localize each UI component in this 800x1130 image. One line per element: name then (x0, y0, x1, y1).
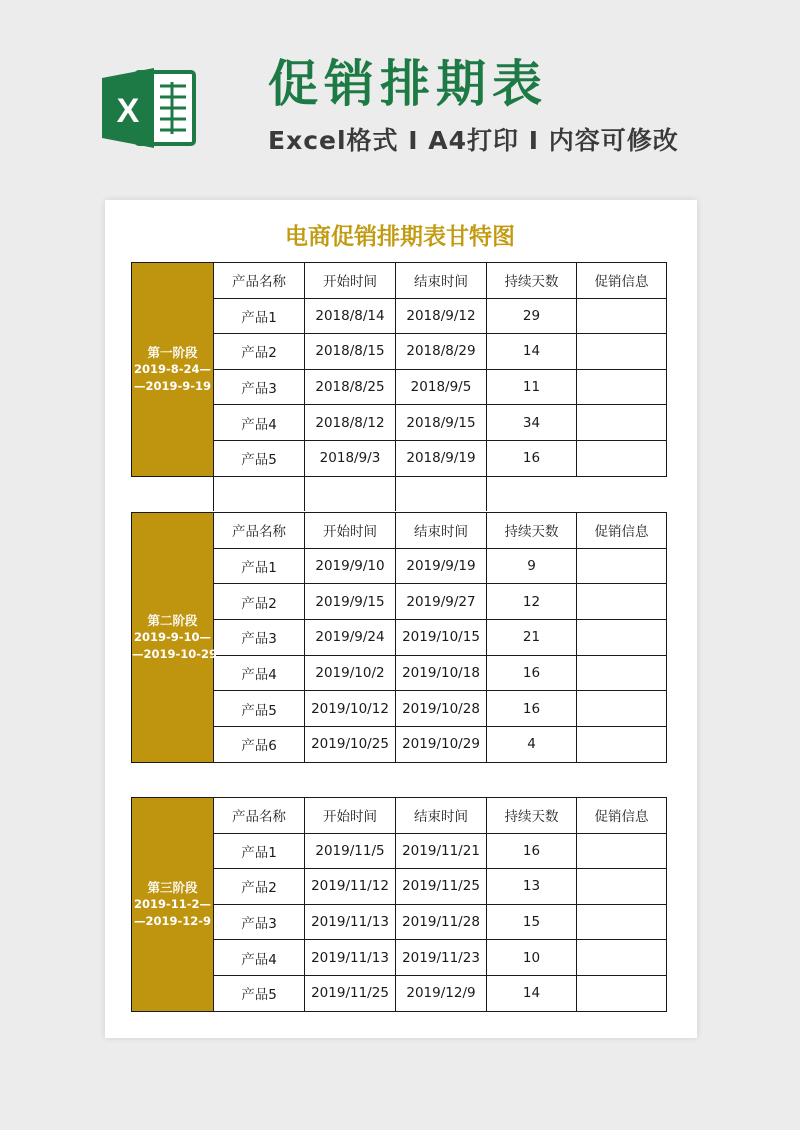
start-date-cell[interactable]: 2019/11/13 (305, 904, 396, 940)
column-header: 持续天数 (487, 513, 577, 549)
promo-info-cell[interactable] (577, 691, 667, 727)
spacer-cell (577, 476, 667, 511)
duration-cell[interactable]: 34 (487, 405, 577, 441)
start-date-cell[interactable]: 2018/8/14 (305, 298, 396, 334)
duration-cell[interactable]: 16 (487, 440, 577, 476)
column-header: 促销信息 (577, 263, 667, 299)
column-header: 促销信息 (577, 513, 667, 549)
end-date-cell[interactable]: 2019/11/25 (396, 869, 487, 905)
stage-range-start: 2019-8-24— (133, 361, 212, 376)
column-header: 产品名称 (214, 263, 305, 299)
duration-cell[interactable]: 21 (487, 620, 577, 656)
logo-letter: X (116, 92, 140, 130)
duration-cell[interactable]: 16 (487, 833, 577, 869)
product-cell[interactable]: 产品3 (214, 620, 305, 656)
start-date-cell[interactable]: 2019/11/5 (305, 833, 396, 869)
product-cell[interactable]: 产品3 (214, 369, 305, 405)
start-date-cell[interactable]: 2019/11/13 (305, 940, 396, 976)
column-header: 持续天数 (487, 263, 577, 299)
end-date-cell[interactable]: 2019/9/19 (396, 548, 487, 584)
start-date-cell[interactable]: 2018/8/15 (305, 334, 396, 370)
end-date-cell[interactable]: 2019/10/18 (396, 655, 487, 691)
stage-table (131, 797, 667, 1012)
promo-info-cell[interactable] (577, 904, 667, 940)
duration-cell[interactable]: 12 (487, 584, 577, 620)
end-date-cell[interactable]: 2019/11/28 (396, 904, 487, 940)
spacer-cell (132, 476, 214, 511)
end-date-cell[interactable]: 2019/10/15 (396, 620, 487, 656)
start-date-cell[interactable]: 2019/10/12 (305, 691, 396, 727)
start-date-cell[interactable]: 2018/9/3 (305, 440, 396, 476)
spacer-cell (305, 476, 396, 511)
column-header: 开始时间 (305, 513, 396, 549)
end-date-cell[interactable]: 2019/10/28 (396, 691, 487, 727)
end-date-cell[interactable]: 2019/11/23 (396, 940, 487, 976)
end-date-cell[interactable]: 2019/10/29 (396, 727, 487, 763)
start-date-cell[interactable]: 2019/10/2 (305, 655, 396, 691)
spacer-row (132, 476, 667, 511)
duration-cell[interactable]: 13 (487, 869, 577, 905)
end-date-cell[interactable]: 2018/9/12 (396, 298, 487, 334)
promo-info-cell[interactable] (577, 334, 667, 370)
duration-cell[interactable]: 10 (487, 940, 577, 976)
column-header: 结束时间 (396, 513, 487, 549)
product-cell[interactable]: 产品5 (214, 975, 305, 1011)
document-title: 电商促销排期表甘特图 (285, 224, 515, 250)
product-cell[interactable]: 产品6 (214, 727, 305, 763)
column-header: 持续天数 (487, 798, 577, 834)
excel-logo-icon (102, 66, 198, 150)
promo-info-cell[interactable] (577, 584, 667, 620)
column-header: 开始时间 (305, 263, 396, 299)
promo-info-cell[interactable] (577, 548, 667, 584)
product-cell[interactable]: 产品2 (214, 334, 305, 370)
stage-range-end: —2019-9-19 (133, 378, 212, 393)
stage-label (132, 513, 218, 763)
start-date-cell[interactable]: 2019/9/10 (305, 548, 396, 584)
stage-range-start: 2019-11-2— (133, 896, 212, 911)
start-date-cell[interactable]: 2018/8/25 (305, 369, 396, 405)
end-date-cell[interactable]: 2019/12/9 (396, 975, 487, 1011)
promo-info-cell[interactable] (577, 727, 667, 763)
product-cell[interactable]: 产品4 (214, 405, 305, 441)
page-title: 促销排期表 (268, 55, 548, 113)
stage-table (131, 512, 667, 763)
stage-label (132, 263, 214, 477)
product-cell[interactable]: 产品3 (214, 904, 305, 940)
spacer-cell (487, 476, 577, 511)
duration-cell[interactable]: 14 (487, 334, 577, 370)
column-header: 产品名称 (214, 798, 305, 834)
spacer-cell (214, 476, 305, 511)
duration-cell[interactable]: 15 (487, 904, 577, 940)
promo-info-cell[interactable] (577, 940, 667, 976)
table-header-row (132, 263, 667, 299)
promo-info-cell[interactable] (577, 869, 667, 905)
product-cell[interactable]: 产品4 (214, 655, 305, 691)
product-cell[interactable]: 产品1 (214, 548, 305, 584)
start-date-cell[interactable]: 2019/11/25 (305, 975, 396, 1011)
stage-name: 第二阶段 (147, 612, 198, 628)
end-date-cell[interactable]: 2019/11/21 (396, 833, 487, 869)
column-header: 开始时间 (305, 798, 396, 834)
duration-cell[interactable]: 29 (487, 298, 577, 334)
product-cell[interactable]: 产品5 (214, 440, 305, 476)
end-date-cell[interactable]: 2018/9/5 (396, 369, 487, 405)
header (0, 0, 800, 190)
column-header: 结束时间 (396, 263, 487, 299)
end-date-cell[interactable]: 2019/9/27 (396, 584, 487, 620)
promo-info-cell[interactable] (577, 298, 667, 334)
start-date-cell[interactable]: 2019/9/24 (305, 620, 396, 656)
column-header: 产品名称 (214, 513, 305, 549)
start-date-cell[interactable]: 2018/8/12 (305, 405, 396, 441)
promo-info-cell[interactable] (577, 369, 667, 405)
promo-info-cell[interactable] (577, 440, 667, 476)
duration-cell[interactable]: 16 (487, 691, 577, 727)
promo-info-cell[interactable] (577, 620, 667, 656)
stage-block-1 (131, 262, 666, 511)
spacer-cell (396, 476, 487, 511)
column-header: 结束时间 (396, 798, 487, 834)
product-cell[interactable]: 产品1 (214, 298, 305, 334)
start-date-cell[interactable]: 2019/10/25 (305, 727, 396, 763)
page-subtitle: Excel格式 I A4打印 I 内容可修改 (268, 126, 679, 155)
promo-info-cell[interactable] (577, 655, 667, 691)
duration-cell[interactable]: 4 (487, 727, 577, 763)
stage-range-end: —2019-12-9 (133, 913, 212, 928)
start-date-cell[interactable]: 2019/11/12 (305, 869, 396, 905)
end-date-cell[interactable]: 2018/9/15 (396, 405, 487, 441)
stage-table (131, 262, 667, 511)
end-date-cell[interactable]: 2018/9/19 (396, 440, 487, 476)
promo-info-cell[interactable] (577, 833, 667, 869)
product-cell[interactable]: 产品2 (214, 869, 305, 905)
duration-cell[interactable]: 9 (487, 548, 577, 584)
column-header: 促销信息 (577, 798, 667, 834)
stage-range-end: —2019-10-29 (132, 646, 218, 661)
duration-cell[interactable]: 11 (487, 369, 577, 405)
product-cell[interactable]: 产品2 (214, 584, 305, 620)
start-date-cell[interactable]: 2019/9/15 (305, 584, 396, 620)
end-date-cell[interactable]: 2018/8/29 (396, 334, 487, 370)
duration-cell[interactable]: 14 (487, 975, 577, 1011)
stage-name: 第三阶段 (147, 879, 198, 895)
stage-range-start: 2019-9-10— (133, 629, 212, 644)
table-header-row (132, 513, 667, 549)
stage-label (132, 798, 214, 1012)
product-cell[interactable]: 产品4 (214, 940, 305, 976)
product-cell[interactable]: 产品1 (214, 833, 305, 869)
table-header-row (132, 798, 667, 834)
stage-block-2 (131, 512, 666, 763)
product-cell[interactable]: 产品5 (214, 691, 305, 727)
promo-info-cell[interactable] (577, 405, 667, 441)
stage-block-3 (131, 797, 666, 1012)
stage-name: 第一阶段 (147, 344, 198, 360)
duration-cell[interactable]: 16 (487, 655, 577, 691)
promo-info-cell[interactable] (577, 975, 667, 1011)
